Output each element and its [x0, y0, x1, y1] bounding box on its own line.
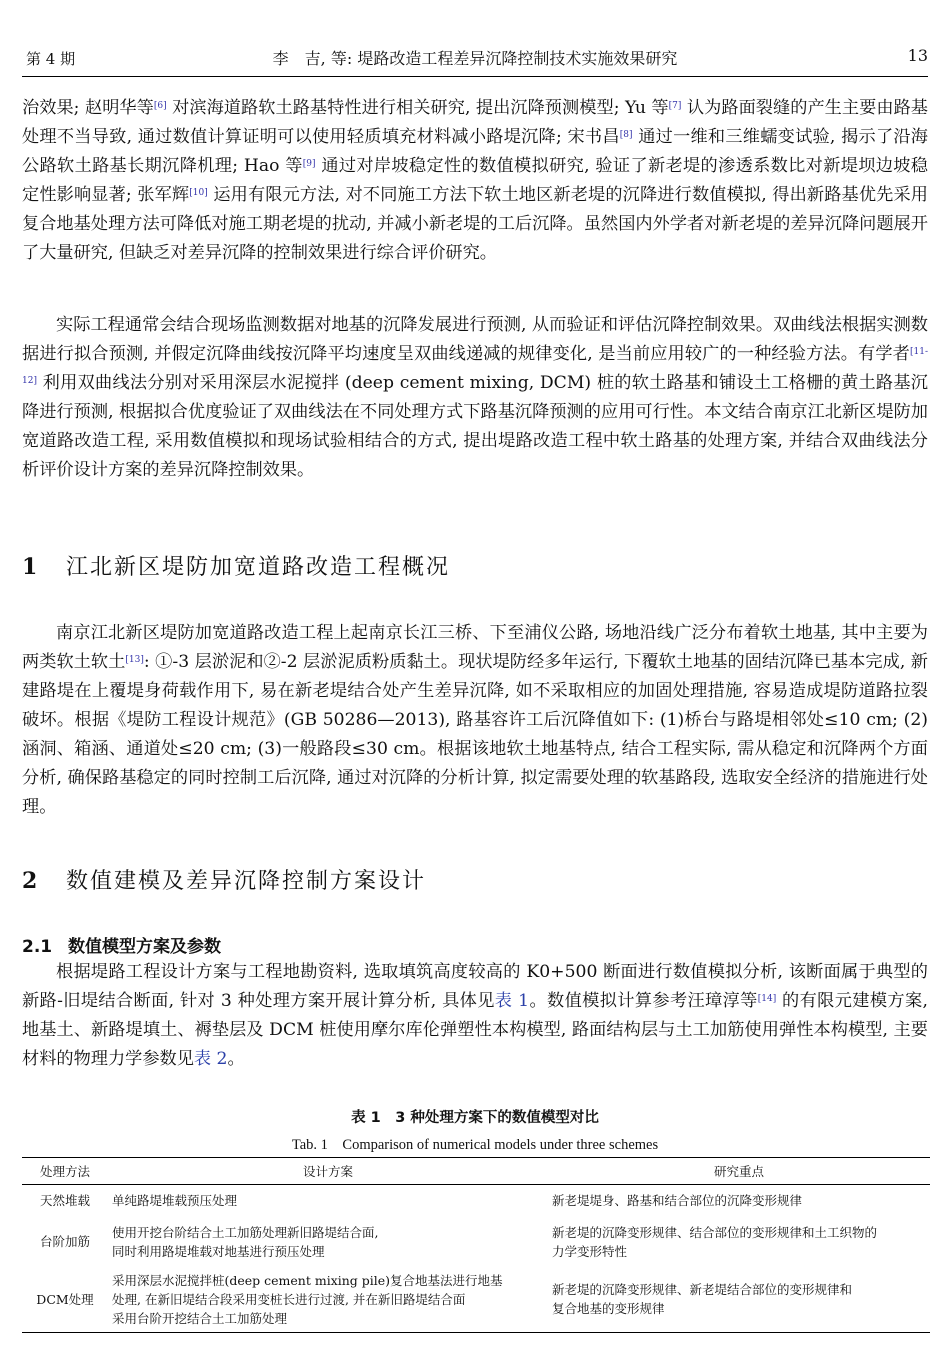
header-focus: 研究重点 — [713, 1164, 764, 1179]
text-run: 认为路面裂缝的产生主要由路基处理不当导致, 通过数值计算证明可以使用轻质填充材料减小路堤沉降; 宋书昌 — [22, 98, 928, 147]
cell-design: 单纯路堤堆载预压处理 — [112, 1193, 238, 1209]
text-run: 实际工程通常会结合现场监测数据对地基的沉降发展进行预测, 从而验证和评估沉降控制效果。双曲线法根据实测数据进行拟合预测, 并假定沉降曲线按沉降平均速度呈双曲线递减的规律变化, 是当前应用较广的一种经验方法。有学者 — [22, 315, 928, 364]
subsection-number: 2.1 — [22, 937, 53, 957]
citation[interactable]: [7] — [668, 101, 682, 111]
table-caption-en: Tab. 1 Comparison of numerical models under three schemes — [291, 1137, 659, 1153]
section-2-heading — [22, 864, 426, 895]
section-1-number: 1 — [22, 554, 38, 580]
table-header-row — [22, 1158, 930, 1185]
page-number: 13 — [907, 46, 928, 65]
text-run: 南京江北新区堤防加宽道路改造工程上起南京长江三桥、下至浦仪公路, 场地沿线广泛分布着软土地基, 其中主要为两类软土软土 — [22, 623, 928, 672]
section-2-number: 2 — [22, 868, 38, 894]
cell-focus: 新老堤的沉降变形规律、结合部位的变形规律和土工织物的 力学变形特性 — [552, 1224, 878, 1259]
cell-focus: 新老堤的沉降变形规律、新老堤结合部位的变形规律和 复合地基的变形规律 — [552, 1282, 853, 1317]
section-1-title: 江北新区堤防加宽道路改造工程概况 — [66, 555, 451, 580]
header-design: 设计方案 — [302, 1164, 353, 1179]
cell-focus: 新老堤堤身、路基和结合部位的沉降变形规律 — [552, 1193, 803, 1209]
text-run: 利用双曲线法分别对采用深层水泥搅拌 (deep cement mixing, DCM) 桩的软土路基和铺设土工格栅的黄土路基沉降进行预测, 根据拟合优度验证了双曲线法在不同处理方式下路基沉降预测的应用可行性。本文结合南京江北新区堤防加宽道路改造工程, 采用数值模拟和现场试验相结合的方式, 提出堤路改造工程中软土路基的处理方案, 并结合双曲线法分析评价设计方案的差异沉降控制效果。 — [22, 373, 928, 480]
table-row — [22, 1185, 930, 1217]
header-rule — [22, 76, 928, 77]
citation[interactable]: [11-12] — [22, 347, 928, 386]
running-title: 李 吉, 等: 堤路改造工程差异沉降控制技术实施效果研究 — [272, 49, 678, 68]
subsection-2-1-paragraph — [22, 958, 928, 1074]
cell-method: DCM处理 — [36, 1291, 94, 1307]
text-run: 通过对岸坡稳定性的数值模拟研究, 验证了新老堤的渗透系数比对新堤坝边坡稳定性影响显著; 张军辉 — [22, 156, 928, 205]
cell-design: 采用深层水泥搅拌桩(deep cement mixing pile)复合地基法进行地基 处理, 在新旧堤结合段采用变桩长进行过渡, 并在新旧路堤结合面 采用台阶开挖结合土工加筋处理 — [112, 1272, 503, 1326]
citation[interactable]: [9] — [302, 159, 316, 169]
text-run: 。 — [227, 1049, 245, 1069]
table-row — [22, 1267, 930, 1333]
header-method: 处理方法 — [39, 1164, 90, 1179]
intro-paragraph-2 — [22, 311, 928, 485]
section-2-title: 数值建模及差异沉降控制方案设计 — [66, 869, 427, 894]
text-run: 运用有限元方法, 对不同施工方法下软土地区新老堤的沉降进行数值模拟, 得出新路基优先采用复合地基处理方法可降低对施工期老堤的扰动, 并减小新老堤的工后沉降。虽然国内外学者对新老堤的差异沉降问题展开了大量研究, 但缺乏对差异沉降的控制效果进行综合评价研究。 — [22, 185, 928, 263]
subsection-2-1-heading — [22, 932, 221, 957]
citation[interactable]: [10] — [189, 188, 208, 198]
subsection-title: 数值模型方案及参数 — [68, 937, 221, 957]
section-1-paragraph — [22, 619, 928, 822]
table-reference-link[interactable]: 表 2 — [193, 1049, 228, 1069]
cell-method: 天然堆载 — [39, 1193, 90, 1209]
text-run: 的有限元建模方案, 地基土、新路堤填土、褥垫层及 DCM 桩使用摩尔库伦弹塑性本构模型, 路面结构层与土工加筋使用弹性本构模型, 主要材料的物理力学参数见 — [22, 991, 928, 1069]
citation[interactable]: [13] — [125, 655, 144, 665]
text-run: 对滨海道路软土路基特性进行相关研究, 提出沉降预测模型; Yu 等 — [166, 98, 669, 118]
table-1 — [22, 1157, 930, 1333]
cell-method: 台阶加筋 — [39, 1234, 90, 1249]
text-run: 通过一维和三维蠕变试验, 揭示了沿海公路软土路基长期沉降机理; Hao 等 — [22, 127, 928, 176]
text-run: 。数值模拟计算参考汪璋淳等 — [529, 991, 758, 1011]
cell-design: 使用开挖台阶结合土工加筋处理新旧路堤结合面, 同时利用路堤堆载对地基进行预压处理 — [112, 1224, 379, 1259]
table-caption-cn: 表 1 3 种处理方案下的数值模型对比 — [351, 1110, 599, 1126]
citation[interactable]: [14] — [757, 994, 777, 1004]
table-reference-link[interactable]: 表 1 — [494, 991, 530, 1011]
text-run: 治效果; 赵明华等 — [22, 98, 154, 118]
section-1-heading — [22, 550, 450, 581]
text-run: : ①-3 层淤泥和②-2 层淤泥质粉质黏土。现状堤防经多年运行, 下覆软土地基的固结沉降已基本完成, 新建路堤在上覆堤身荷载作用下, 易在新老堤结合处产生差异沉降, 如不采取相应的加固处理措施, 容易造成堤防道路拉裂破坏。根据《堤防工程设计规范》(GB 50286—2013), 路基容许工后沉降值如下: (1)桥台与路堤相邻处≤10 cm; (2)涵洞、箱涵、通道处≤20 cm; (3)一般路段≤30 cm。根据该地软土地基特点, 结合工程实际, 需从稳定和沉降两个方面分析, 确保路基稳定的同时控制工后沉降, 通过对沉降的分析计算, 拟定需要处理的软基路段, 选取安全经济的措施进行处理。 — [22, 652, 928, 817]
text-run: 根据堤路工程设计方案与工程地勘资料, 选取填筑高度较高的 K0+500 断面进行数值模拟分析, 该断面属于典型的新路-旧堤结合断面, 针对 3 种处理方案开展计算分析, 具体见 — [22, 962, 928, 1011]
citation[interactable]: [8] — [619, 130, 633, 140]
running-header — [22, 44, 928, 74]
issue-number: 第 4 期 — [26, 50, 76, 68]
intro-paragraph-1 — [22, 94, 928, 268]
citation[interactable]: [6] — [153, 101, 167, 111]
table-row — [22, 1217, 930, 1267]
